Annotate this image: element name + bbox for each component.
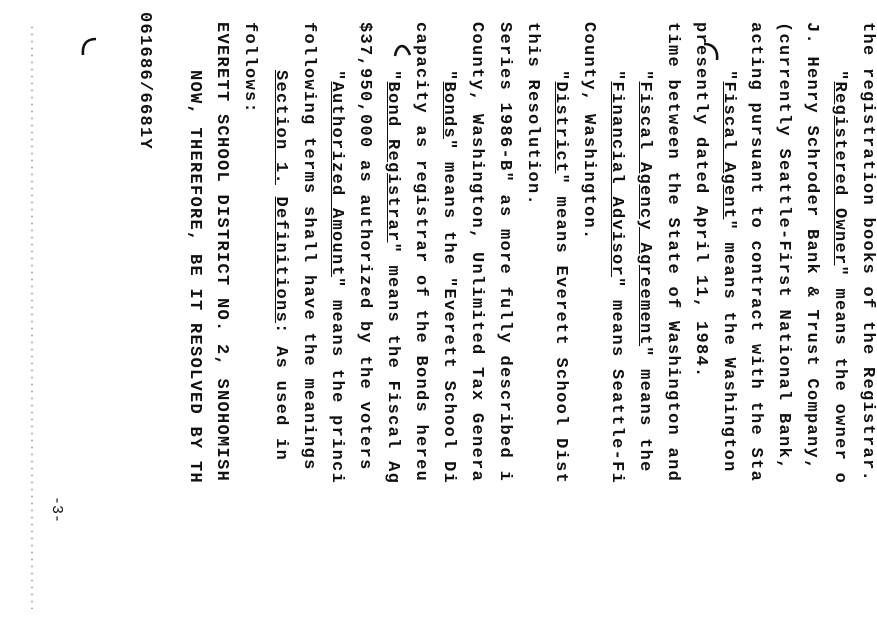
section-1-heading: Section 1. [271, 70, 290, 186]
section-1-line-1: Section 1. Definitions: As used in [271, 70, 290, 462]
term-authorized-amount: Authorized Amount [327, 81, 346, 278]
term-bonds: Bonds [439, 81, 458, 140]
definition-bond-registrar: "Bond Registrar" means the Fiscal Ag [383, 70, 402, 485]
term-fiscal-agency-agreement: Fiscal Agency Agreement [635, 81, 654, 347]
definition-bonds-line-2: County, Washington, Unlimited Tax Genera [467, 22, 486, 483]
definition-bonds: "Bonds" means the "Everett School Di [439, 70, 458, 485]
document-id: 061686/6681Y [135, 12, 154, 151]
definition-fiscal-agency-agreement-line-3: presently dated April 11, 1984. [691, 22, 710, 379]
term-financial-advisor: Financial Advisor [607, 81, 626, 278]
definition-fiscal-agency-agreement-line-2: time between the State of Washington and [663, 22, 682, 483]
term-bond-registrar: Bond Registrar [383, 81, 402, 243]
definition-fiscal-agent: "Fiscal Agent" means the Washington [719, 70, 738, 473]
definition-bond-registrar-line-2: capacity as registrar of the Bonds hereu [411, 22, 430, 483]
definition-authorized-amount-line-2: $37,950,000 as authorized by the voters [355, 22, 374, 471]
paragraph-resolved-line-1: NOW, THEREFORE, BE IT RESOLVED BY TH [185, 70, 204, 485]
definitions-heading: Definitions [271, 196, 290, 324]
definition-bonds-line-3: Series 1986-B" as more fully described i [495, 22, 514, 483]
term-district: District [551, 81, 570, 174]
definition-district: "District" means Everett School Dist [551, 70, 570, 485]
definition-fiscal-agent-line-2: acting pursuant to contract with the Sta [746, 22, 765, 483]
term-registered-owner: Registered Owner [830, 81, 849, 266]
definition-registered-owner-line-2: the registration books of the Registrar. [858, 22, 877, 483]
definition-authorized-amount: "Authorized Amount" means the princi [327, 70, 346, 485]
definition-financial-advisor: "Financial Advisor" means Seattle-Fi [607, 70, 626, 485]
section-1-line-2: following terms shall have the meanings [299, 22, 318, 471]
page-number: -3- [48, 496, 65, 524]
paragraph-resolved-line-2: EVERETT SCHOOL DISTRICT NO. 2, SNOHOMISH [212, 22, 231, 483]
definition-fiscal-agency-agreement: "Fiscal Agency Agreement" means the [635, 70, 654, 473]
definition-district-line-2: County, Washington. [579, 22, 598, 241]
term-fiscal-agent: Fiscal Agent [719, 81, 738, 220]
definition-fiscal-agent-line-4: J. Henry Schroder Bank & Trust Company, [802, 22, 821, 471]
definition-registered-owner: "Registered Owner" means the owner o [830, 70, 849, 485]
definition-bonds-line-4: this Resolution. [523, 22, 542, 207]
paragraph-resolved-line-3: follows: [240, 22, 259, 115]
definition-fiscal-agent-line-3: (currently Seattle-First National Bank, [774, 22, 793, 471]
